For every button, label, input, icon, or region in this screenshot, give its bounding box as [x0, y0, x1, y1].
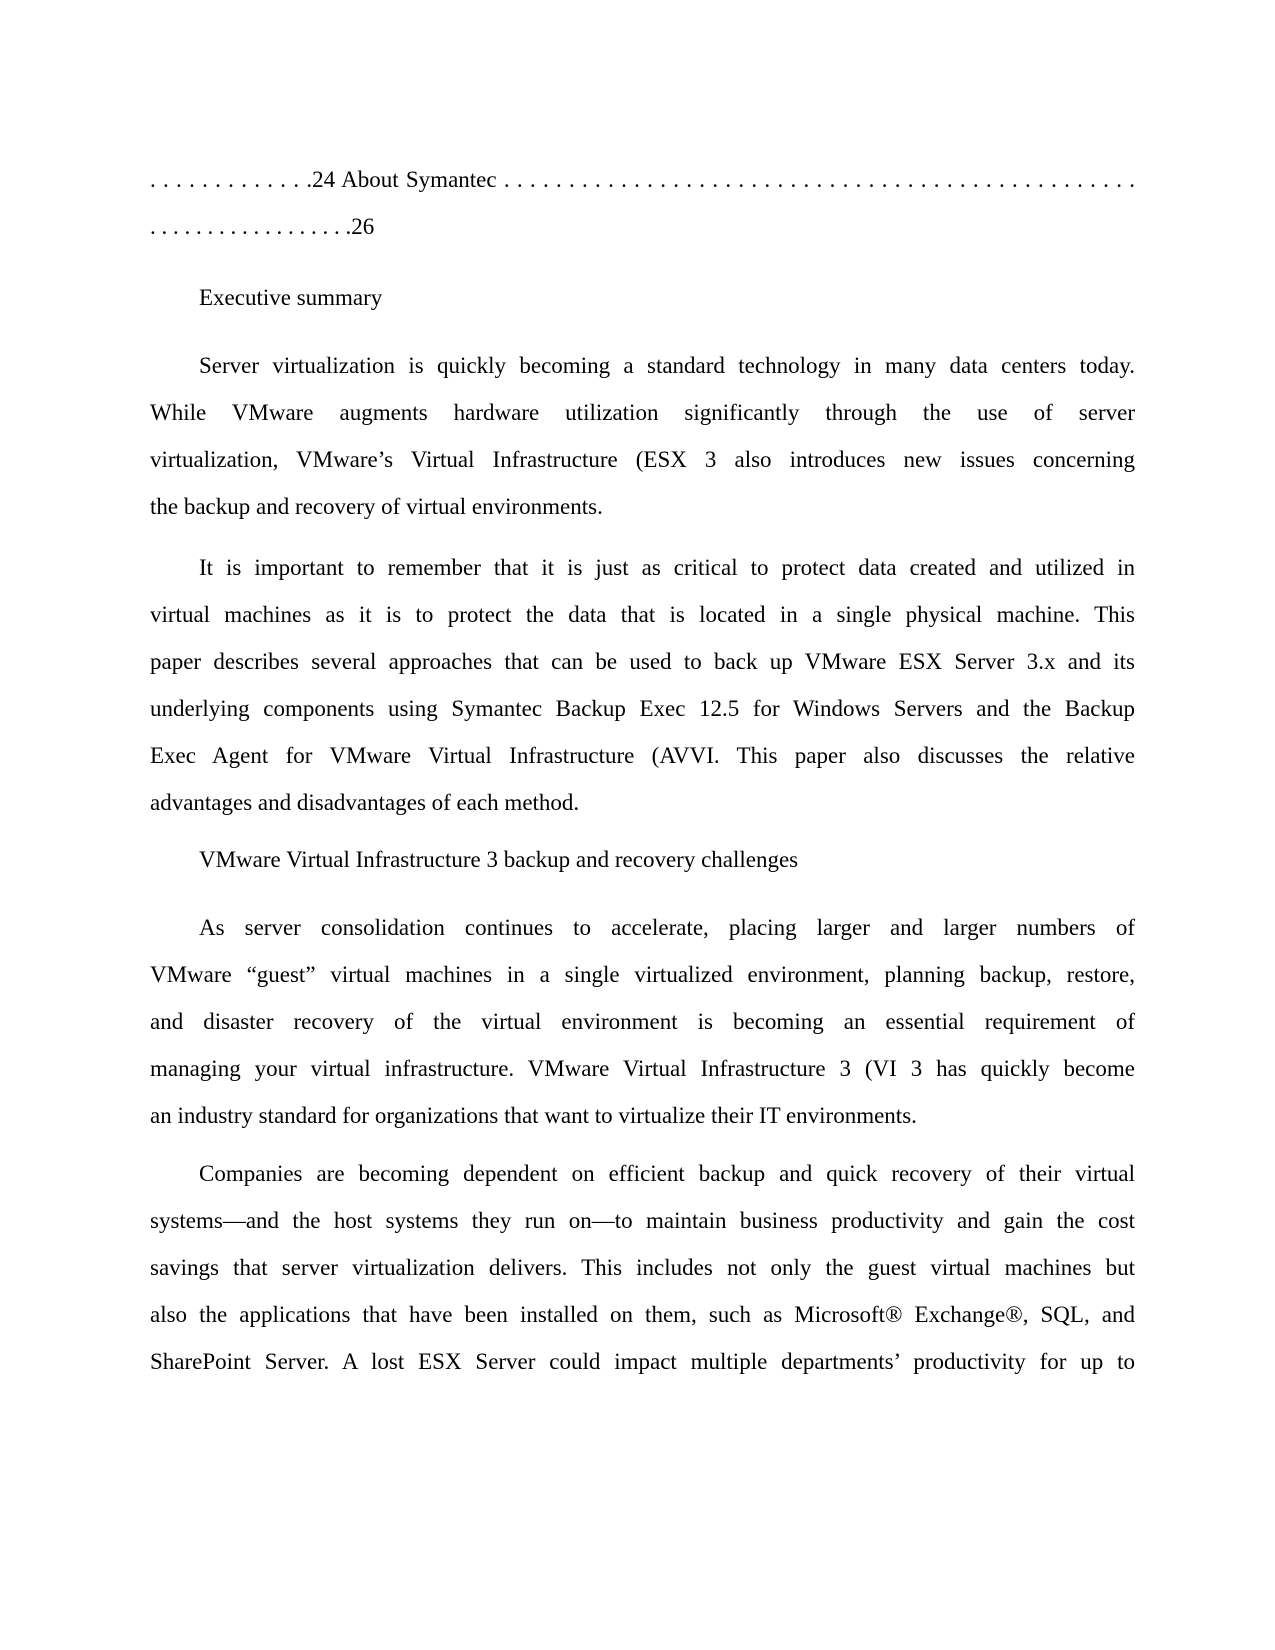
paragraph-line: As server consolidation continues to accelerate, placing larger and larger numbers of [199, 915, 1135, 940]
toc-line-about-symantec: . . . . . . . . . . . . .24 About Symantec . . . . . . . . . . . . . . . . . . . . . . . . . . . . . . . . . . . . . . . . . . . . . . . . . [150, 167, 1135, 192]
paragraph-line: VMware “guest” virtual machines in a single virtualized environment, planning backup, restore, [150, 962, 1135, 987]
paragraph-line: underlying components using Symantec Backup Exec 12.5 for Windows Servers and the Backup [150, 696, 1135, 721]
paragraph-line: an industry standard for organizations that want to virtualize their IT environments. [150, 1103, 917, 1128]
paragraph-line: paper describes several approaches that can be used to back up VMware ESX Server 3.x and its [150, 649, 1135, 674]
paragraph-line: advantages and disadvantages of each method. [150, 790, 580, 815]
paragraph-line: the backup and recovery of virtual environments. [150, 494, 603, 519]
heading-executive-summary: Executive summary [199, 285, 383, 310]
paragraph-3 [150, 904, 1135, 1139]
paragraph-line: It is important to remember that it is just as critical to protect data created and utilized in [199, 555, 1135, 580]
challenges-heading-block [150, 836, 1135, 883]
paragraph-line: savings that server virtualization delivers. This includes not only the guest virtual machines but [150, 1255, 1135, 1280]
paragraph-line: virtualization, VMware’s Virtual Infrastructure (ESX 3 also introduces new issues concerning [150, 447, 1135, 472]
paragraph-line: Exec Agent for VMware Virtual Infrastructure (AVVI. This paper also discusses the relative [150, 743, 1135, 768]
paragraph-line: SharePoint Server. A lost ESX Server could impact multiple departments’ productivity for up to [150, 1349, 1135, 1374]
paragraph-line: managing your virtual infrastructure. VMware Virtual Infrastructure 3 (VI 3 has quickly become [150, 1056, 1135, 1081]
toc-line-page-26: . . . . . . . . . . . . . . . . . .26 [150, 214, 375, 239]
paragraph-line: also the applications that have been installed on them, such as Microsoft® Exchange®, SQL, and [150, 1302, 1135, 1327]
paragraph-line: virtual machines as it is to protect the data that is located in a single physical machine. This [150, 602, 1135, 627]
paragraph-line: and disaster recovery of the virtual environment is becoming an essential requirement of [150, 1009, 1135, 1034]
paragraph-line: While VMware augments hardware utilization significantly through the use of server [150, 400, 1135, 425]
heading-backup-recovery-challenges: VMware Virtual Infrastructure 3 backup and recovery challenges [199, 847, 799, 872]
executive-summary-heading-block [150, 274, 1135, 321]
paragraph-4 [150, 1150, 1135, 1385]
paragraph-line: Server virtualization is quickly becoming a standard technology in many data centers today. [199, 353, 1135, 378]
paragraph-line: Companies are becoming dependent on efficient backup and quick recovery of their virtual [199, 1161, 1135, 1186]
paragraph-line: systems—and the host systems they run on—to maintain business productivity and gain the cost [150, 1208, 1135, 1233]
toc-fragment [150, 156, 1135, 250]
paragraph-2 [150, 544, 1135, 826]
paragraph-1 [150, 342, 1135, 530]
